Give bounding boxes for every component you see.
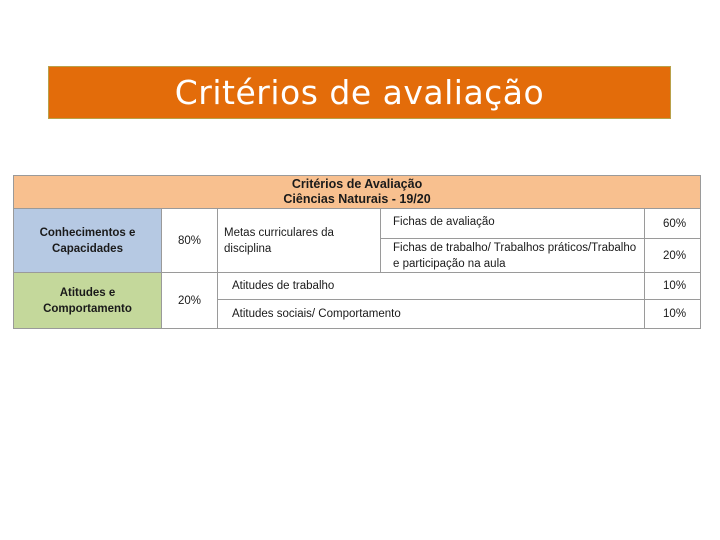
criteria-table (13, 175, 700, 329)
group-percent-attitudes: 20% (162, 273, 218, 329)
group-percent-knowledge: 80% (162, 209, 218, 273)
table-header-subtitle: Ciências Naturais - 19/20 (283, 192, 431, 206)
slide-title: Critérios de avaliação (174, 73, 545, 112)
group-label-attitudes: Atitudes e Comportamento (14, 273, 162, 329)
table-header-title: Critérios de Avaliação (291, 177, 423, 191)
subgroup-label-goals: Metas curriculares da disciplina (218, 209, 381, 273)
item-percent-work-attitudes: 10% (645, 273, 701, 300)
item-label-worksheets: Fichas de trabalho/ Trabalhos práticos/Trabalho e participação na aula (381, 239, 645, 273)
item-label-work-attitudes: Atitudes de trabalho (218, 273, 645, 300)
table-header (14, 176, 701, 209)
item-percent-assessment-sheets: 60% (645, 209, 701, 239)
item-percent-social-attitudes: 10% (645, 300, 701, 329)
item-label-assessment-sheets: Fichas de avaliação (381, 209, 645, 239)
group-label-knowledge: Conhecimentos e Capacidades (14, 209, 162, 273)
slide-title-bar (48, 66, 671, 119)
item-label-social-attitudes: Atitudes sociais/ Comportamento (218, 300, 645, 329)
item-percent-worksheets: 20% (645, 239, 701, 273)
